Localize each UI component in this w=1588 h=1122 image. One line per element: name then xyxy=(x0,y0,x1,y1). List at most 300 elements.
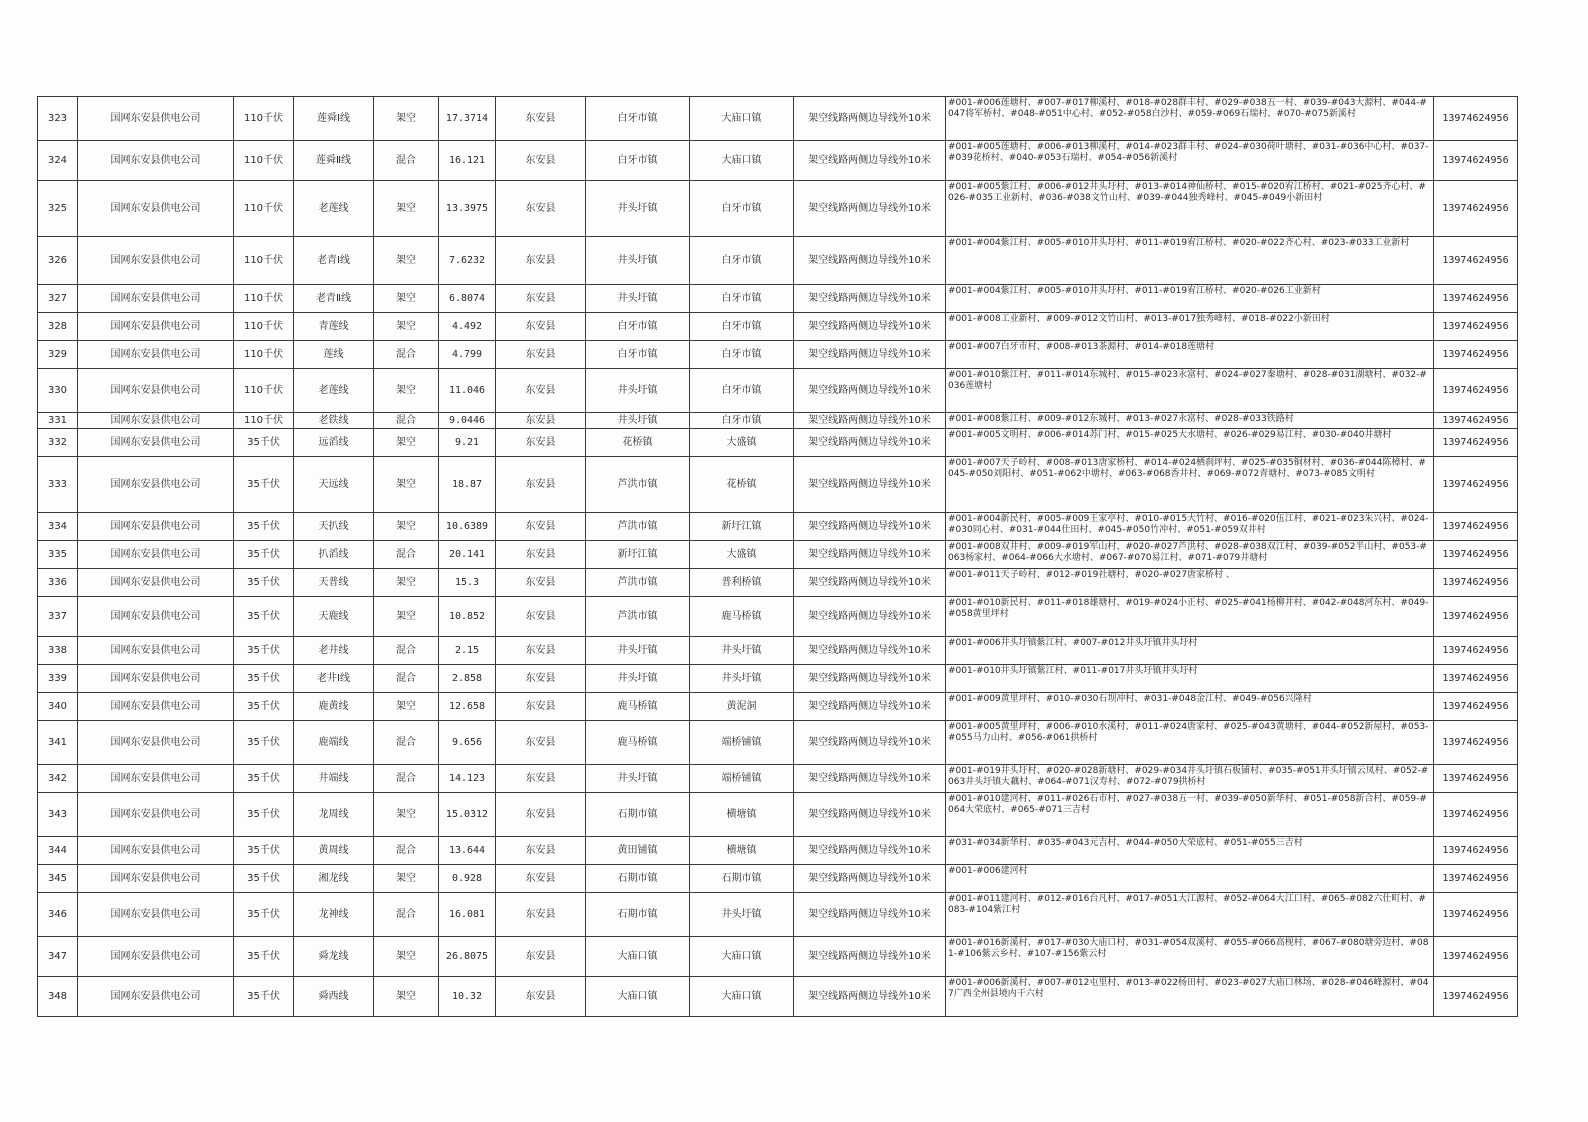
end-town-cell: 白牙市镇 xyxy=(690,413,794,429)
company-cell: 国网东安县供电公司 xyxy=(78,597,234,637)
company-cell: 国网东安县供电公司 xyxy=(78,893,234,937)
county-cell: 东安县 xyxy=(496,369,586,413)
row-number: 338 xyxy=(38,637,78,665)
protection-range-cell: 架空线路两侧边导线外10米 xyxy=(794,721,946,765)
voltage-cell: 110千伏 xyxy=(234,181,294,237)
row-number: 340 xyxy=(38,693,78,721)
table-row xyxy=(38,793,1518,837)
table-row xyxy=(38,665,1518,693)
end-town-cell: 端桥铺镇 xyxy=(690,765,794,793)
start-town-cell: 鹿马桥镇 xyxy=(586,693,690,721)
end-town-cell: 大盛镇 xyxy=(690,541,794,569)
county-cell: 东安县 xyxy=(496,893,586,937)
company-cell: 国网东安县供电公司 xyxy=(78,341,234,369)
row-number: 336 xyxy=(38,569,78,597)
protection-range-cell: 架空线路两侧边导线外10米 xyxy=(794,181,946,237)
tower-sections-cell: #001-#004紫江村、#005-#010井头圩村、#011-#019宥江桥村、#020-#026工业新村 xyxy=(946,285,1434,313)
tower-sections-cell: #001-#007天子岭村、#008-#013唐家桥村、#014-#024栖刹坪村、#025-#035铜材村、#036-#044陈樟村、#045-#050刘阳村、#051-#062中塘村、#063-#068香井村、#069-#072青塘村、#073-#085文明村 xyxy=(946,457,1434,513)
start-town-cell: 井头圩镇 xyxy=(586,285,690,313)
end-town-cell: 黄泥洞 xyxy=(690,693,794,721)
line-type-cell: 架空 xyxy=(374,977,439,1017)
county-cell: 东安县 xyxy=(496,141,586,181)
contact-phone-cell: 13974624956 xyxy=(1434,893,1518,937)
line-name-cell: 老铁线 xyxy=(294,413,374,429)
line-type-cell: 架空 xyxy=(374,313,439,341)
tower-sections-cell: #001-#005文明村、#006-#014苏门村、#015-#025大水塘村、#026-#029易江村、#030-#040井塘村 xyxy=(946,429,1434,457)
tower-sections-cell: #001-#008紫江村、#009-#012东城村、#013-#027永富村、#028-#033铁路村 xyxy=(946,413,1434,429)
row-number: 341 xyxy=(38,721,78,765)
length-cell: 16.121 xyxy=(439,141,496,181)
company-cell: 国网东安县供电公司 xyxy=(78,765,234,793)
contact-phone-cell: 13974624956 xyxy=(1434,597,1518,637)
contact-phone-cell: 13974624956 xyxy=(1434,837,1518,865)
length-cell: 16.081 xyxy=(439,893,496,937)
contact-phone-cell: 13974624956 xyxy=(1434,977,1518,1017)
power-line-protection-table xyxy=(37,96,1518,1017)
voltage-cell: 35千伏 xyxy=(234,893,294,937)
protection-range-cell: 架空线路两侧边导线外10米 xyxy=(794,865,946,893)
contact-phone-cell: 13974624956 xyxy=(1434,369,1518,413)
tower-sections-cell: #031-#034新华村、#035-#043元吉村、#044-#050大荣底村、#051-#055三吉村 xyxy=(946,837,1434,865)
table-row xyxy=(38,765,1518,793)
line-type-cell: 架空 xyxy=(374,285,439,313)
company-cell: 国网东安县供电公司 xyxy=(78,541,234,569)
tower-sections-cell: #001-#006莲塘村、#007-#017柳溪村、#018-#028群丰村、#029-#038五一村、#039-#043大源村、#044-#047将军桥村、#048-#051中心村、#052-#058白沙村、#059-#069石瑞村、#070-#075新溪村 xyxy=(946,97,1434,141)
line-name-cell: 天鹿线 xyxy=(294,597,374,637)
start-town-cell: 白牙市镇 xyxy=(586,97,690,141)
voltage-cell: 35千伏 xyxy=(234,937,294,977)
length-cell: 10.6389 xyxy=(439,513,496,541)
end-town-cell: 井头圩镇 xyxy=(690,665,794,693)
length-cell: 4.799 xyxy=(439,341,496,369)
company-cell: 国网东安县供电公司 xyxy=(78,285,234,313)
tower-sections-cell: #001-#005黄里坪村、#006-#010水溪村、#011-#024唐家村、#025-#043黄塘村、#044-#052新屋村、#053-#055马力山村、#056-#061拱桥村 xyxy=(946,721,1434,765)
start-town-cell: 白牙市镇 xyxy=(586,341,690,369)
row-number: 327 xyxy=(38,285,78,313)
line-name-cell: 黄周线 xyxy=(294,837,374,865)
line-name-cell: 天扒线 xyxy=(294,513,374,541)
length-cell: 10.32 xyxy=(439,977,496,1017)
start-town-cell: 井头圩镇 xyxy=(586,181,690,237)
county-cell: 东安县 xyxy=(496,837,586,865)
contact-phone-cell: 13974624956 xyxy=(1434,765,1518,793)
length-cell: 9.656 xyxy=(439,721,496,765)
county-cell: 东安县 xyxy=(496,457,586,513)
voltage-cell: 35千伏 xyxy=(234,569,294,597)
length-cell: 14.123 xyxy=(439,765,496,793)
row-number: 335 xyxy=(38,541,78,569)
table-row xyxy=(38,541,1518,569)
end-town-cell: 端桥铺镇 xyxy=(690,721,794,765)
tower-sections-cell: #001-#011建河村、#012-#016台凡村、#017-#051大江源村、#052-#064大江口村、#065-#082六仕町村、#083-#104紫江村 xyxy=(946,893,1434,937)
county-cell: 东安县 xyxy=(496,637,586,665)
company-cell: 国网东安县供电公司 xyxy=(78,237,234,285)
line-name-cell: 舜龙线 xyxy=(294,937,374,977)
tower-sections-cell: #001-#007白牙市村、#008-#013茶源村、#014-#018莲塘村 xyxy=(946,341,1434,369)
length-cell: 6.8074 xyxy=(439,285,496,313)
start-town-cell: 石期市镇 xyxy=(586,865,690,893)
end-town-cell: 鹿马桥镇 xyxy=(690,597,794,637)
line-name-cell: 鹿黄线 xyxy=(294,693,374,721)
line-name-cell: 老青Ⅰ线 xyxy=(294,237,374,285)
line-name-cell: 老莲线 xyxy=(294,181,374,237)
company-cell: 国网东安县供电公司 xyxy=(78,637,234,665)
contact-phone-cell: 13974624956 xyxy=(1434,721,1518,765)
row-number: 345 xyxy=(38,865,78,893)
start-town-cell: 石期市镇 xyxy=(586,893,690,937)
protection-range-cell: 架空线路两侧边导线外10米 xyxy=(794,413,946,429)
end-town-cell: 井头圩镇 xyxy=(690,637,794,665)
company-cell: 国网东安县供电公司 xyxy=(78,937,234,977)
end-town-cell: 白牙市镇 xyxy=(690,181,794,237)
line-type-cell: 架空 xyxy=(374,793,439,837)
row-number: 346 xyxy=(38,893,78,937)
tower-sections-cell: #001-#008双井村、#009-#019军山村、#020-#027芦洪村、#028-#038双江村、#039-#052半山村、#053-#063杨家村、#064-#066大水塘村、#067-#070易江村、#071-#079井塘村 xyxy=(946,541,1434,569)
tower-sections-cell: #001-#010新民村、#011-#018雄塘村、#019-#024小正村、#025-#041杨柳井村、#042-#048河东村、#049-#058黄里坪村 xyxy=(946,597,1434,637)
contact-phone-cell: 13974624956 xyxy=(1434,141,1518,181)
protection-range-cell: 架空线路两侧边导线外10米 xyxy=(794,313,946,341)
company-cell: 国网东安县供电公司 xyxy=(78,413,234,429)
company-cell: 国网东安县供电公司 xyxy=(78,693,234,721)
end-town-cell: 白牙市镇 xyxy=(690,237,794,285)
county-cell: 东安县 xyxy=(496,937,586,977)
county-cell: 东安县 xyxy=(496,865,586,893)
company-cell: 国网东安县供电公司 xyxy=(78,429,234,457)
row-number: 325 xyxy=(38,181,78,237)
row-number: 348 xyxy=(38,977,78,1017)
company-cell: 国网东安县供电公司 xyxy=(78,721,234,765)
start-town-cell: 井头圩镇 xyxy=(586,665,690,693)
protection-range-cell: 架空线路两侧边导线外10米 xyxy=(794,977,946,1017)
line-type-cell: 混合 xyxy=(374,893,439,937)
length-cell: 20.141 xyxy=(439,541,496,569)
row-number: 326 xyxy=(38,237,78,285)
tower-sections-cell: #001-#004新民村、#005-#009王家亭村、#010-#015大竹村、#016-#020伍江村、#021-#023朱兴村、#024-#030同心村、#031-#044仕田村、#045-#050竹冲村、#051-#059双井村 xyxy=(946,513,1434,541)
row-number: 323 xyxy=(38,97,78,141)
county-cell: 东安县 xyxy=(496,541,586,569)
voltage-cell: 35千伏 xyxy=(234,765,294,793)
table-row xyxy=(38,977,1518,1017)
row-number: 343 xyxy=(38,793,78,837)
tower-sections-cell: #001-#006新溪村、#007-#012屯里村、#013-#022杨田村、#023-#027大庙口林场、#028-#046峰源村、#047广西全州县境内干六村 xyxy=(946,977,1434,1017)
line-name-cell: 龙神线 xyxy=(294,893,374,937)
end-town-cell: 普利桥镇 xyxy=(690,569,794,597)
company-cell: 国网东安县供电公司 xyxy=(78,837,234,865)
row-number: 331 xyxy=(38,413,78,429)
end-town-cell: 白牙市镇 xyxy=(690,313,794,341)
table-row xyxy=(38,837,1518,865)
row-number: 329 xyxy=(38,341,78,369)
contact-phone-cell: 13974624956 xyxy=(1434,181,1518,237)
protection-range-cell: 架空线路两侧边导线外10米 xyxy=(794,893,946,937)
line-type-cell: 架空 xyxy=(374,237,439,285)
length-cell: 2.15 xyxy=(439,637,496,665)
county-cell: 东安县 xyxy=(496,513,586,541)
company-cell: 国网东安县供电公司 xyxy=(78,181,234,237)
line-type-cell: 架空 xyxy=(374,429,439,457)
tower-sections-cell: #001-#016新溪村、#017-#030大庙口村、#031-#054双溪村、#055-#066高枧村、#067-#080塘旁边村、#081-#106紫云乡村、#107-#156紫云村 xyxy=(946,937,1434,977)
table-row xyxy=(38,97,1518,141)
table-row xyxy=(38,721,1518,765)
line-name-cell: 远滔线 xyxy=(294,429,374,457)
line-name-cell: 老井Ⅰ线 xyxy=(294,665,374,693)
voltage-cell: 110千伏 xyxy=(234,341,294,369)
county-cell: 东安县 xyxy=(496,721,586,765)
start-town-cell: 石期市镇 xyxy=(586,793,690,837)
length-cell: 9.0446 xyxy=(439,413,496,429)
end-town-cell: 新圩江镇 xyxy=(690,513,794,541)
length-cell: 13.644 xyxy=(439,837,496,865)
contact-phone-cell: 13974624956 xyxy=(1434,665,1518,693)
length-cell: 10.852 xyxy=(439,597,496,637)
protection-range-cell: 架空线路两侧边导线外10米 xyxy=(794,597,946,637)
row-number: 339 xyxy=(38,665,78,693)
length-cell: 26.8075 xyxy=(439,937,496,977)
voltage-cell: 35千伏 xyxy=(234,793,294,837)
line-type-cell: 混合 xyxy=(374,721,439,765)
line-name-cell: 天普线 xyxy=(294,569,374,597)
table-row xyxy=(38,513,1518,541)
company-cell: 国网东安县供电公司 xyxy=(78,141,234,181)
length-cell: 11.046 xyxy=(439,369,496,413)
end-town-cell: 横塘镇 xyxy=(690,837,794,865)
voltage-cell: 35千伏 xyxy=(234,457,294,513)
county-cell: 东安县 xyxy=(496,237,586,285)
row-number: 333 xyxy=(38,457,78,513)
table-row xyxy=(38,141,1518,181)
table-row xyxy=(38,369,1518,413)
length-cell: 4.492 xyxy=(439,313,496,341)
voltage-cell: 35千伏 xyxy=(234,693,294,721)
start-town-cell: 芦洪市镇 xyxy=(586,597,690,637)
row-number: 324 xyxy=(38,141,78,181)
voltage-cell: 35千伏 xyxy=(234,429,294,457)
voltage-cell: 110千伏 xyxy=(234,285,294,313)
protection-range-cell: 架空线路两侧边导线外10米 xyxy=(794,637,946,665)
tower-sections-cell: #001-#005莲塘村、#006-#013柳溪村、#014-#023群丰村、#024-#030荷叶塘村、#031-#036中心村、#037-#039花桥村、#040-#053石瑞村、#054-#056新溪村 xyxy=(946,141,1434,181)
company-cell: 国网东安县供电公司 xyxy=(78,665,234,693)
start-town-cell: 井头圩镇 xyxy=(586,765,690,793)
tower-sections-cell: #001-#005紫江村、#006-#012井头圩村、#013-#014神仙桥村、#015-#020宥江桥村、#021-#025齐心村、#026-#035工业新村、#036-#038文竹山村、#039-#044独秀峰村、#045-#049小新田村 xyxy=(946,181,1434,237)
protection-range-cell: 架空线路两侧边导线外10米 xyxy=(794,937,946,977)
voltage-cell: 110千伏 xyxy=(234,369,294,413)
end-town-cell: 大盛镇 xyxy=(690,429,794,457)
county-cell: 东安县 xyxy=(496,665,586,693)
tower-sections-cell: #001-#006建河村 xyxy=(946,865,1434,893)
end-town-cell: 白牙市镇 xyxy=(690,369,794,413)
line-name-cell: 莲线 xyxy=(294,341,374,369)
table-row xyxy=(38,413,1518,429)
line-type-cell: 混合 xyxy=(374,141,439,181)
table-row xyxy=(38,341,1518,369)
end-town-cell: 横塘镇 xyxy=(690,793,794,837)
voltage-cell: 110千伏 xyxy=(234,141,294,181)
length-cell: 17.3714 xyxy=(439,97,496,141)
length-cell: 9.21 xyxy=(439,429,496,457)
contact-phone-cell: 13974624956 xyxy=(1434,97,1518,141)
contact-phone-cell: 13974624956 xyxy=(1434,793,1518,837)
contact-phone-cell: 13974624956 xyxy=(1434,865,1518,893)
county-cell: 东安县 xyxy=(496,97,586,141)
protection-range-cell: 架空线路两侧边导线外10米 xyxy=(794,793,946,837)
county-cell: 东安县 xyxy=(496,569,586,597)
line-type-cell: 混合 xyxy=(374,341,439,369)
county-cell: 东安县 xyxy=(496,977,586,1017)
length-cell: 15.0312 xyxy=(439,793,496,837)
table-row xyxy=(38,937,1518,977)
end-town-cell: 大庙口镇 xyxy=(690,977,794,1017)
voltage-cell: 110千伏 xyxy=(234,237,294,285)
tower-sections-cell: #001-#004紫江村、#005-#010井头圩村、#011-#019宥江桥村、#020-#022齐心村、#023-#033工业新村 xyxy=(946,237,1434,285)
start-town-cell: 新圩江镇 xyxy=(586,541,690,569)
start-town-cell: 芦洪市镇 xyxy=(586,457,690,513)
contact-phone-cell: 13974624956 xyxy=(1434,285,1518,313)
start-town-cell: 鹿马桥镇 xyxy=(586,721,690,765)
start-town-cell: 井头圩镇 xyxy=(586,413,690,429)
county-cell: 东安县 xyxy=(496,693,586,721)
company-cell: 国网东安县供电公司 xyxy=(78,369,234,413)
line-type-cell: 架空 xyxy=(374,181,439,237)
line-type-cell: 混合 xyxy=(374,837,439,865)
table-row xyxy=(38,429,1518,457)
line-name-cell: 井端线 xyxy=(294,765,374,793)
table-row xyxy=(38,457,1518,513)
line-type-cell: 架空 xyxy=(374,369,439,413)
table-row xyxy=(38,865,1518,893)
length-cell: 2.858 xyxy=(439,665,496,693)
voltage-cell: 35千伏 xyxy=(234,637,294,665)
length-cell: 0.928 xyxy=(439,865,496,893)
table-row xyxy=(38,313,1518,341)
company-cell: 国网东安县供电公司 xyxy=(78,793,234,837)
end-town-cell: 花桥镇 xyxy=(690,457,794,513)
line-type-cell: 架空 xyxy=(374,865,439,893)
protection-range-cell: 架空线路两侧边导线外10米 xyxy=(794,237,946,285)
tower-sections-cell: #001-#010紫江村、#011-#014东城村、#015-#023永富村、#024-#027秦塘村、#028-#031湖塘村、#032-#036莲塘村 xyxy=(946,369,1434,413)
county-cell: 东安县 xyxy=(496,413,586,429)
row-number: 337 xyxy=(38,597,78,637)
line-name-cell: 老莲线 xyxy=(294,369,374,413)
row-number: 342 xyxy=(38,765,78,793)
line-type-cell: 架空 xyxy=(374,597,439,637)
end-town-cell: 大庙口镇 xyxy=(690,97,794,141)
line-name-cell: 鹿端线 xyxy=(294,721,374,765)
county-cell: 东安县 xyxy=(496,429,586,457)
length-cell: 12.658 xyxy=(439,693,496,721)
protection-range-cell: 架空线路两侧边导线外10米 xyxy=(794,97,946,141)
company-cell: 国网东安县供电公司 xyxy=(78,513,234,541)
length-cell: 7.6232 xyxy=(439,237,496,285)
line-name-cell: 老井线 xyxy=(294,637,374,665)
end-town-cell: 白牙市镇 xyxy=(690,285,794,313)
line-type-cell: 混合 xyxy=(374,413,439,429)
protection-range-cell: 架空线路两侧边导线外10米 xyxy=(794,693,946,721)
contact-phone-cell: 13974624956 xyxy=(1434,237,1518,285)
protection-range-cell: 架空线路两侧边导线外10米 xyxy=(794,765,946,793)
company-cell: 国网东安县供电公司 xyxy=(78,457,234,513)
voltage-cell: 110千伏 xyxy=(234,97,294,141)
table-row xyxy=(38,693,1518,721)
line-name-cell: 青莲线 xyxy=(294,313,374,341)
table-row xyxy=(38,237,1518,285)
protection-range-cell: 架空线路两侧边导线外10米 xyxy=(794,569,946,597)
protection-range-cell: 架空线路两侧边导线外10米 xyxy=(794,429,946,457)
start-town-cell: 井头圩镇 xyxy=(586,237,690,285)
county-cell: 东安县 xyxy=(496,181,586,237)
line-type-cell: 混合 xyxy=(374,637,439,665)
contact-phone-cell: 13974624956 xyxy=(1434,313,1518,341)
table-row xyxy=(38,893,1518,937)
start-town-cell: 黄田铺镇 xyxy=(586,837,690,865)
table-row xyxy=(38,597,1518,637)
line-type-cell: 架空 xyxy=(374,457,439,513)
row-number: 347 xyxy=(38,937,78,977)
voltage-cell: 35千伏 xyxy=(234,597,294,637)
voltage-cell: 35千伏 xyxy=(234,665,294,693)
contact-phone-cell: 13974624956 xyxy=(1434,937,1518,977)
line-type-cell: 混合 xyxy=(374,765,439,793)
company-cell: 国网东安县供电公司 xyxy=(78,977,234,1017)
table-row xyxy=(38,637,1518,665)
contact-phone-cell: 13974624956 xyxy=(1434,341,1518,369)
line-type-cell: 架空 xyxy=(374,513,439,541)
start-town-cell: 白牙市镇 xyxy=(586,313,690,341)
start-town-cell: 花桥镇 xyxy=(586,429,690,457)
start-town-cell: 芦洪市镇 xyxy=(586,569,690,597)
start-town-cell: 芦洪市镇 xyxy=(586,513,690,541)
contact-phone-cell: 13974624956 xyxy=(1434,513,1518,541)
tower-sections-cell: #001-#006井头圩镇紫江村、#007-#012井头圩镇井头圩村 xyxy=(946,637,1434,665)
voltage-cell: 35千伏 xyxy=(234,513,294,541)
end-town-cell: 白牙市镇 xyxy=(690,341,794,369)
row-number: 334 xyxy=(38,513,78,541)
line-name-cell: 扒滔线 xyxy=(294,541,374,569)
protection-range-cell: 架空线路两侧边导线外10米 xyxy=(794,513,946,541)
county-cell: 东安县 xyxy=(496,313,586,341)
line-name-cell: 老青Ⅱ线 xyxy=(294,285,374,313)
line-name-cell: 舜西线 xyxy=(294,977,374,1017)
table-row xyxy=(38,181,1518,237)
protection-range-cell: 架空线路两侧边导线外10米 xyxy=(794,665,946,693)
table-row xyxy=(38,569,1518,597)
tower-sections-cell: #001-#010建河村、#011-#026石市村、#027-#038五一村、#039-#050新华村、#051-#058新合村、#059-#064大荣底村、#065-#071三吉村 xyxy=(946,793,1434,837)
county-cell: 东安县 xyxy=(496,285,586,313)
row-number: 344 xyxy=(38,837,78,865)
length-cell: 15.3 xyxy=(439,569,496,597)
end-town-cell: 石期市镇 xyxy=(690,865,794,893)
line-name-cell: 莲舜Ⅰ线 xyxy=(294,97,374,141)
end-town-cell: 大庙口镇 xyxy=(690,141,794,181)
voltage-cell: 35千伏 xyxy=(234,837,294,865)
row-number: 330 xyxy=(38,369,78,413)
voltage-cell: 35千伏 xyxy=(234,865,294,893)
protection-range-cell: 架空线路两侧边导线外10米 xyxy=(794,341,946,369)
row-number: 332 xyxy=(38,429,78,457)
start-town-cell: 井头圩镇 xyxy=(586,637,690,665)
table-row xyxy=(38,285,1518,313)
line-type-cell: 架空 xyxy=(374,693,439,721)
line-name-cell: 龙周线 xyxy=(294,793,374,837)
tower-sections-cell: #001-#010井头圩镇紫江村、#011-#017井头圩镇井头圩村 xyxy=(946,665,1434,693)
contact-phone-cell: 13974624956 xyxy=(1434,429,1518,457)
contact-phone-cell: 13974624956 xyxy=(1434,569,1518,597)
county-cell: 东安县 xyxy=(496,341,586,369)
line-type-cell: 混合 xyxy=(374,665,439,693)
line-name-cell: 莲舜Ⅱ线 xyxy=(294,141,374,181)
start-town-cell: 大庙口镇 xyxy=(586,977,690,1017)
protection-range-cell: 架空线路两侧边导线外10米 xyxy=(794,369,946,413)
tower-sections-cell: #001-#008工业新村、#009-#012文竹山村、#013-#017独秀峰村、#018-#022小新田村 xyxy=(946,313,1434,341)
